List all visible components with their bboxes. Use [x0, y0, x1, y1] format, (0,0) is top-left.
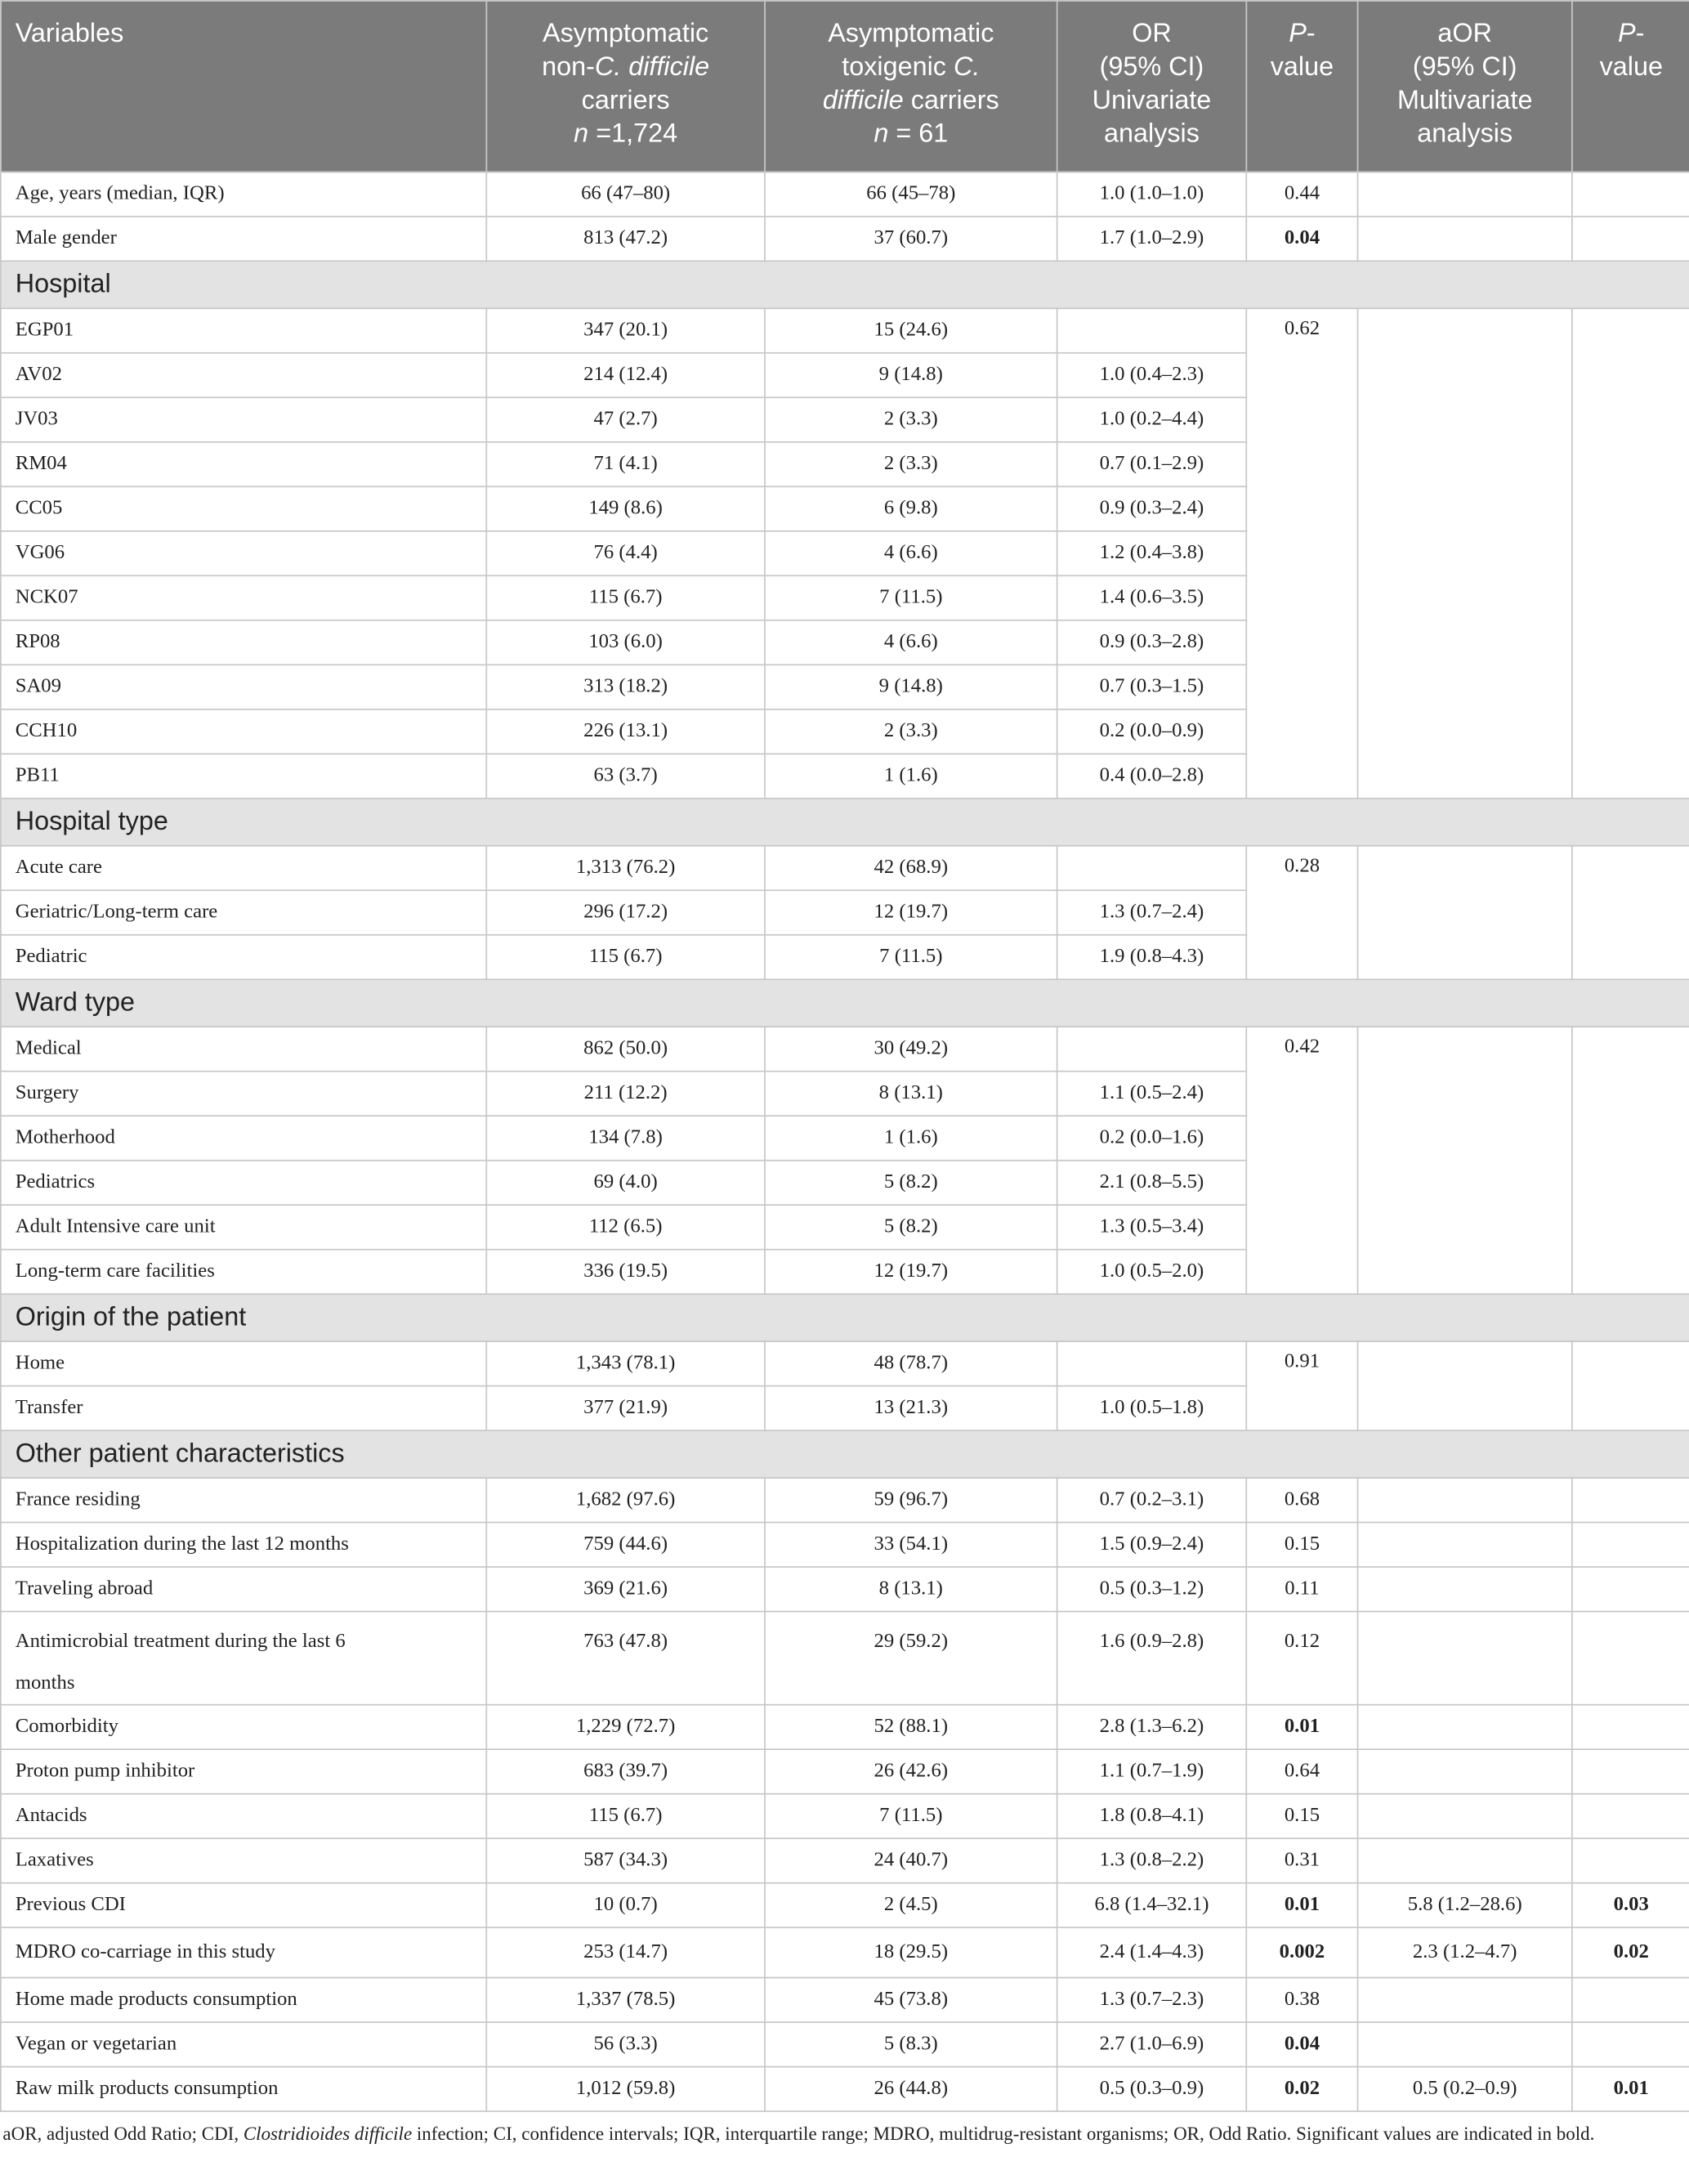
cell-toxigenic: 7 (11.5) [765, 1794, 1057, 1839]
cell-p: 0.91 [1246, 1341, 1357, 1430]
cell-non-carriers: 76 (4.4) [486, 531, 765, 576]
cell-non-carriers: 1,313 (76.2) [486, 846, 765, 891]
cell-toxigenic: 48 (78.7) [765, 1341, 1057, 1386]
cell-ap [1572, 217, 1689, 262]
cell-or: 0.7 (0.3–1.5) [1057, 665, 1247, 709]
cell-non-carriers: 1,012 (59.8) [486, 2067, 765, 2112]
table-row [1, 1027, 1689, 1072]
cell-toxigenic: 15 (24.6) [765, 308, 1057, 353]
cell-aor [1358, 308, 1572, 799]
cell-p: 0.01 [1246, 1883, 1357, 1928]
row-label: France residing [1, 1478, 486, 1523]
cell-aor [1358, 1612, 1572, 1705]
cell-or: 1.3 (0.7–2.4) [1057, 890, 1247, 935]
cell-aor: 0.5 (0.2–0.9) [1358, 2067, 1572, 2112]
cell-or: 0.9 (0.3–2.8) [1057, 620, 1247, 665]
cell-or: 0.5 (0.3–1.2) [1057, 1567, 1247, 1612]
cell-or [1057, 308, 1247, 353]
cell-non-carriers: 759 (44.6) [486, 1523, 765, 1568]
cell-ap: 0.02 [1572, 1927, 1689, 1977]
cell-ap [1572, 1612, 1689, 1705]
cell-ap [1572, 1838, 1689, 1883]
cell-or: 0.2 (0.0–1.6) [1057, 1116, 1247, 1161]
cell-ap [1572, 1794, 1689, 1839]
cell-non-carriers: 214 (12.4) [486, 353, 765, 398]
row-label: Previous CDI [1, 1883, 486, 1928]
cell-non-carriers: 134 (7.8) [486, 1116, 765, 1161]
cell-non-carriers: 313 (18.2) [486, 665, 765, 709]
table-row [1, 1341, 1689, 1386]
cell-ap [1572, 846, 1689, 980]
cell-aor [1358, 846, 1572, 980]
cell-p: 0.01 [1246, 1705, 1357, 1750]
cell-toxigenic: 7 (11.5) [765, 935, 1057, 980]
cell-non-carriers: 336 (19.5) [486, 1250, 765, 1295]
section-header-ward-type: Ward type [1, 979, 1689, 1027]
cell-or: 1.5 (0.9–2.4) [1057, 1523, 1247, 1568]
table-row [1, 1705, 1689, 1750]
cell-toxigenic: 2 (3.3) [765, 442, 1057, 487]
cell-toxigenic: 7 (11.5) [765, 575, 1057, 620]
row-label: Surgery [1, 1072, 486, 1117]
cell-toxigenic: 8 (13.1) [765, 1072, 1057, 1117]
cell-or: 1.7 (1.0–2.9) [1057, 217, 1247, 262]
row-label: Antacids [1, 1794, 486, 1839]
cell-non-carriers: 66 (47–80) [486, 172, 765, 217]
cell-toxigenic: 29 (59.2) [765, 1612, 1057, 1705]
cell-p: 0.42 [1246, 1027, 1357, 1294]
cell-or: 2.8 (1.3–6.2) [1057, 1705, 1247, 1750]
cell-toxigenic: 24 (40.7) [765, 1838, 1057, 1883]
row-label: Male gender [1, 217, 486, 262]
cell-toxigenic: 4 (6.6) [765, 620, 1057, 665]
cell-or: 1.6 (0.9–2.8) [1057, 1612, 1247, 1705]
cell-p: 0.11 [1246, 1567, 1357, 1612]
section-header-origin: Origin of the patient [1, 1294, 1689, 1341]
cell-or [1057, 846, 1247, 891]
row-label: RP08 [1, 620, 486, 665]
cell-non-carriers: 347 (20.1) [486, 308, 765, 353]
cell-or: 1.8 (0.8–4.1) [1057, 1794, 1247, 1839]
cell-toxigenic: 4 (6.6) [765, 531, 1057, 576]
row-label: Antimicrobial treatment during the last 6 months [1, 1612, 486, 1705]
header-variables: Variables [1, 1, 486, 172]
cell-p: 0.02 [1246, 2067, 1357, 2112]
cell-aor [1358, 172, 1572, 217]
cell-or: 0.4 (0.0–2.8) [1057, 754, 1247, 799]
header-aor-multivariate: aOR (95% CI) Multivariate analysis [1358, 1, 1572, 172]
cell-toxigenic: 37 (60.7) [765, 217, 1057, 262]
cell-toxigenic: 1 (1.6) [765, 754, 1057, 799]
cell-non-carriers: 56 (3.3) [486, 2022, 765, 2067]
cell-ap [1572, 1567, 1689, 1612]
cell-ap [1572, 2022, 1689, 2067]
cell-or: 1.2 (0.4–3.8) [1057, 531, 1247, 576]
cell-non-carriers: 149 (8.6) [486, 486, 765, 531]
cell-toxigenic: 33 (54.1) [765, 1523, 1057, 1568]
cell-non-carriers: 103 (6.0) [486, 620, 765, 665]
table-row [1, 1749, 1689, 1794]
cell-or: 0.5 (0.3–0.9) [1057, 2067, 1247, 2112]
cell-toxigenic: 9 (14.8) [765, 353, 1057, 398]
cell-ap [1572, 1523, 1689, 1568]
row-label: EGP01 [1, 308, 486, 353]
row-label: Motherhood [1, 1116, 486, 1161]
cell-ap [1572, 1341, 1689, 1430]
section-header-hospital: Hospital [1, 261, 1689, 308]
row-label: CC05 [1, 486, 486, 531]
cell-toxigenic: 2 (3.3) [765, 709, 1057, 754]
row-label: Acute care [1, 846, 486, 891]
cell-toxigenic: 42 (68.9) [765, 846, 1057, 891]
cell-or: 1.0 (1.0–1.0) [1057, 172, 1247, 217]
header-toxigenic-carriers: Asymptomatic toxigenic C. difficile carriers n = 61 [765, 1, 1057, 172]
table-row [1, 1838, 1689, 1883]
table-row [1, 2067, 1689, 2112]
cell-p: 0.28 [1246, 846, 1357, 980]
cell-p: 0.68 [1246, 1478, 1357, 1523]
cell-aor [1358, 217, 1572, 262]
table-row [1, 1612, 1689, 1705]
cell-aor [1358, 1478, 1572, 1523]
row-label: Geriatric/Long-term care [1, 890, 486, 935]
cell-non-carriers: 115 (6.7) [486, 575, 765, 620]
cell-non-carriers: 763 (47.8) [486, 1612, 765, 1705]
cell-toxigenic: 5 (8.2) [765, 1205, 1057, 1250]
cell-aor: 2.3 (1.2–4.7) [1358, 1927, 1572, 1977]
cell-toxigenic: 12 (19.7) [765, 1250, 1057, 1295]
table-row [1, 1478, 1689, 1523]
cell-toxigenic: 52 (88.1) [765, 1705, 1057, 1750]
row-label: Adult Intensive care unit [1, 1205, 486, 1250]
cell-toxigenic: 26 (42.6) [765, 1749, 1057, 1794]
cell-or: 1.4 (0.6–3.5) [1057, 575, 1247, 620]
cell-aor [1358, 1794, 1572, 1839]
table-footnote: aOR, adjusted Odd Ratio; CDI, Clostridioides difficile infection; CI, confidence intervals; IQR, interquartile range; MDRO, multidrug-resistant organisms; OR, Odd Ratio. Significant values are indicated in bold. [2, 2123, 1595, 2145]
cell-or: 1.1 (0.5–2.4) [1057, 1072, 1247, 1117]
cell-non-carriers: 813 (47.2) [486, 217, 765, 262]
row-label: Pediatrics [1, 1161, 486, 1206]
cell-non-carriers: 71 (4.1) [486, 442, 765, 487]
cell-toxigenic: 8 (13.1) [765, 1567, 1057, 1612]
cell-aor [1358, 1978, 1572, 2023]
cell-aor [1358, 1341, 1572, 1430]
table-row [1, 846, 1689, 891]
cell-p: 0.15 [1246, 1523, 1357, 1568]
cell-ap: 0.03 [1572, 1883, 1689, 1928]
cell-non-carriers: 296 (17.2) [486, 890, 765, 935]
cell-aor [1358, 1027, 1572, 1294]
header-p-value: P- value [1246, 1, 1357, 172]
cell-or: 0.7 (0.1–2.9) [1057, 442, 1247, 487]
row-label: AV02 [1, 353, 486, 398]
row-label: RM04 [1, 442, 486, 487]
table-row [1, 1927, 1689, 1977]
section-header-hospital-type: Hospital type [1, 799, 1689, 846]
cell-toxigenic: 5 (8.3) [765, 2022, 1057, 2067]
cell-or: 2.4 (1.4–4.3) [1057, 1927, 1247, 1977]
cell-non-carriers: 253 (14.7) [486, 1927, 765, 1977]
cell-aor [1358, 1567, 1572, 1612]
cell-or: 1.9 (0.8–4.3) [1057, 935, 1247, 980]
cell-toxigenic: 12 (19.7) [765, 890, 1057, 935]
cell-aor [1358, 1523, 1572, 1568]
cell-p: 0.12 [1246, 1612, 1357, 1705]
cell-non-carriers: 112 (6.5) [486, 1205, 765, 1250]
cell-or: 1.3 (0.5–3.4) [1057, 1205, 1247, 1250]
header-non-cdiff-carriers: Asymptomatic non-C. difficile carriers n =1,724 [486, 1, 765, 172]
cell-toxigenic: 66 (45–78) [765, 172, 1057, 217]
cell-aor [1358, 1749, 1572, 1794]
row-label: Laxatives [1, 1838, 486, 1883]
row-label: VG06 [1, 531, 486, 576]
cell-non-carriers: 115 (6.7) [486, 935, 765, 980]
cell-p: 0.38 [1246, 1978, 1357, 2023]
cell-p: 0.62 [1246, 308, 1357, 799]
row-label: PB11 [1, 754, 486, 799]
row-label: SA09 [1, 665, 486, 709]
header-adjusted-p-value: P- value [1572, 1, 1689, 172]
table-row [1, 1523, 1689, 1568]
cell-or [1057, 1341, 1247, 1386]
row-label: Vegan or vegetarian [1, 2022, 486, 2067]
cell-or: 1.0 (0.2–4.4) [1057, 397, 1247, 442]
row-label: NCK07 [1, 575, 486, 620]
cell-toxigenic: 6 (9.8) [765, 486, 1057, 531]
cell-toxigenic: 18 (29.5) [765, 1927, 1057, 1977]
table-row [1, 1567, 1689, 1612]
cell-toxigenic: 9 (14.8) [765, 665, 1057, 709]
cell-or: 6.8 (1.4–32.1) [1057, 1883, 1247, 1928]
section-header-other: Other patient characteristics [1, 1430, 1689, 1478]
cell-or: 0.2 (0.0–0.9) [1057, 709, 1247, 754]
cell-toxigenic: 5 (8.2) [765, 1161, 1057, 1206]
cell-p: 0.04 [1246, 217, 1357, 262]
row-label: JV03 [1, 397, 486, 442]
cell-ap [1572, 1027, 1689, 1294]
cell-or: 1.0 (0.4–2.3) [1057, 353, 1247, 398]
cell-p: 0.64 [1246, 1749, 1357, 1794]
cell-non-carriers: 369 (21.6) [486, 1567, 765, 1612]
cell-toxigenic: 59 (96.7) [765, 1478, 1057, 1523]
cell-or: 1.3 (0.8–2.2) [1057, 1838, 1247, 1883]
cell-aor [1358, 1838, 1572, 1883]
cell-toxigenic: 2 (3.3) [765, 397, 1057, 442]
cell-non-carriers: 587 (34.3) [486, 1838, 765, 1883]
table-row [1, 1883, 1689, 1928]
cell-non-carriers: 1,229 (72.7) [486, 1705, 765, 1750]
cell-non-carriers: 1,682 (97.6) [486, 1478, 765, 1523]
cell-p: 0.15 [1246, 1794, 1357, 1839]
table-row [1, 217, 1689, 262]
row-label: MDRO co-carriage in this study [1, 1927, 486, 1977]
row-label: Traveling abroad [1, 1567, 486, 1612]
row-label: Home made products consumption [1, 1978, 486, 2023]
cell-toxigenic: 30 (49.2) [765, 1027, 1057, 1072]
header-or-univariate: OR (95% CI) Univariate analysis [1057, 1, 1247, 172]
table-row [1, 1794, 1689, 1839]
cell-or: 2.1 (0.8–5.5) [1057, 1161, 1247, 1206]
table-row [1, 2022, 1689, 2067]
cell-non-carriers: 377 (21.9) [486, 1386, 765, 1431]
cell-aor [1358, 2022, 1572, 2067]
row-label: CCH10 [1, 709, 486, 754]
row-label: Comorbidity [1, 1705, 486, 1750]
row-label: Hospitalization during the last 12 months [1, 1523, 486, 1568]
cell-non-carriers: 63 (3.7) [486, 754, 765, 799]
row-label: Raw milk products consumption [1, 2067, 486, 2112]
cell-non-carriers: 69 (4.0) [486, 1161, 765, 1206]
cell-non-carriers: 683 (39.7) [486, 1749, 765, 1794]
cell-ap [1572, 1478, 1689, 1523]
table-row [1, 308, 1689, 353]
row-label: Pediatric [1, 935, 486, 980]
cell-non-carriers: 10 (0.7) [486, 1883, 765, 1928]
cell-or: 1.3 (0.7–2.3) [1057, 1978, 1247, 2023]
cell-or: 2.7 (1.0–6.9) [1057, 2022, 1247, 2067]
row-label: Medical [1, 1027, 486, 1072]
cell-toxigenic: 45 (73.8) [765, 1978, 1057, 2023]
cell-or: 0.9 (0.3–2.4) [1057, 486, 1247, 531]
cell-ap [1572, 1705, 1689, 1750]
cell-non-carriers: 47 (2.7) [486, 397, 765, 442]
row-label: Home [1, 1341, 486, 1386]
table-row [1, 1978, 1689, 2023]
cell-toxigenic: 26 (44.8) [765, 2067, 1057, 2112]
cell-toxigenic: 13 (21.3) [765, 1386, 1057, 1431]
cell-non-carriers: 115 (6.7) [486, 1794, 765, 1839]
cell-non-carriers: 226 (13.1) [486, 709, 765, 754]
cell-or: 0.7 (0.2–3.1) [1057, 1478, 1247, 1523]
cell-p: 0.31 [1246, 1838, 1357, 1883]
cell-non-carriers: 1,343 (78.1) [486, 1341, 765, 1386]
cell-or: 1.0 (0.5–2.0) [1057, 1250, 1247, 1295]
cell-p: 0.44 [1246, 172, 1357, 217]
cell-non-carriers: 862 (50.0) [486, 1027, 765, 1072]
cell-ap [1572, 1978, 1689, 2023]
row-label: Proton pump inhibitor [1, 1749, 486, 1794]
cell-or: 1.1 (0.7–1.9) [1057, 1749, 1247, 1794]
row-label: Long-term care facilities [1, 1250, 486, 1295]
cell-toxigenic: 2 (4.5) [765, 1883, 1057, 1928]
cell-aor: 5.8 (1.2–28.6) [1358, 1883, 1572, 1928]
cell-ap [1572, 1749, 1689, 1794]
table-header [1, 1, 1689, 172]
cell-or [1057, 1027, 1247, 1072]
cell-aor [1358, 1705, 1572, 1750]
table-row [1, 172, 1689, 217]
cell-ap [1572, 308, 1689, 799]
row-label: Age, years (median, IQR) [1, 172, 486, 217]
cell-ap: 0.01 [1572, 2067, 1689, 2112]
cell-p: 0.04 [1246, 2022, 1357, 2067]
cell-p: 0.002 [1246, 1927, 1357, 1977]
cell-toxigenic: 1 (1.6) [765, 1116, 1057, 1161]
row-label: Transfer [1, 1386, 486, 1431]
cell-ap [1572, 172, 1689, 217]
cell-or: 1.0 (0.5–1.8) [1057, 1386, 1247, 1431]
cell-non-carriers: 211 (12.2) [486, 1072, 765, 1117]
cell-non-carriers: 1,337 (78.5) [486, 1978, 765, 2023]
